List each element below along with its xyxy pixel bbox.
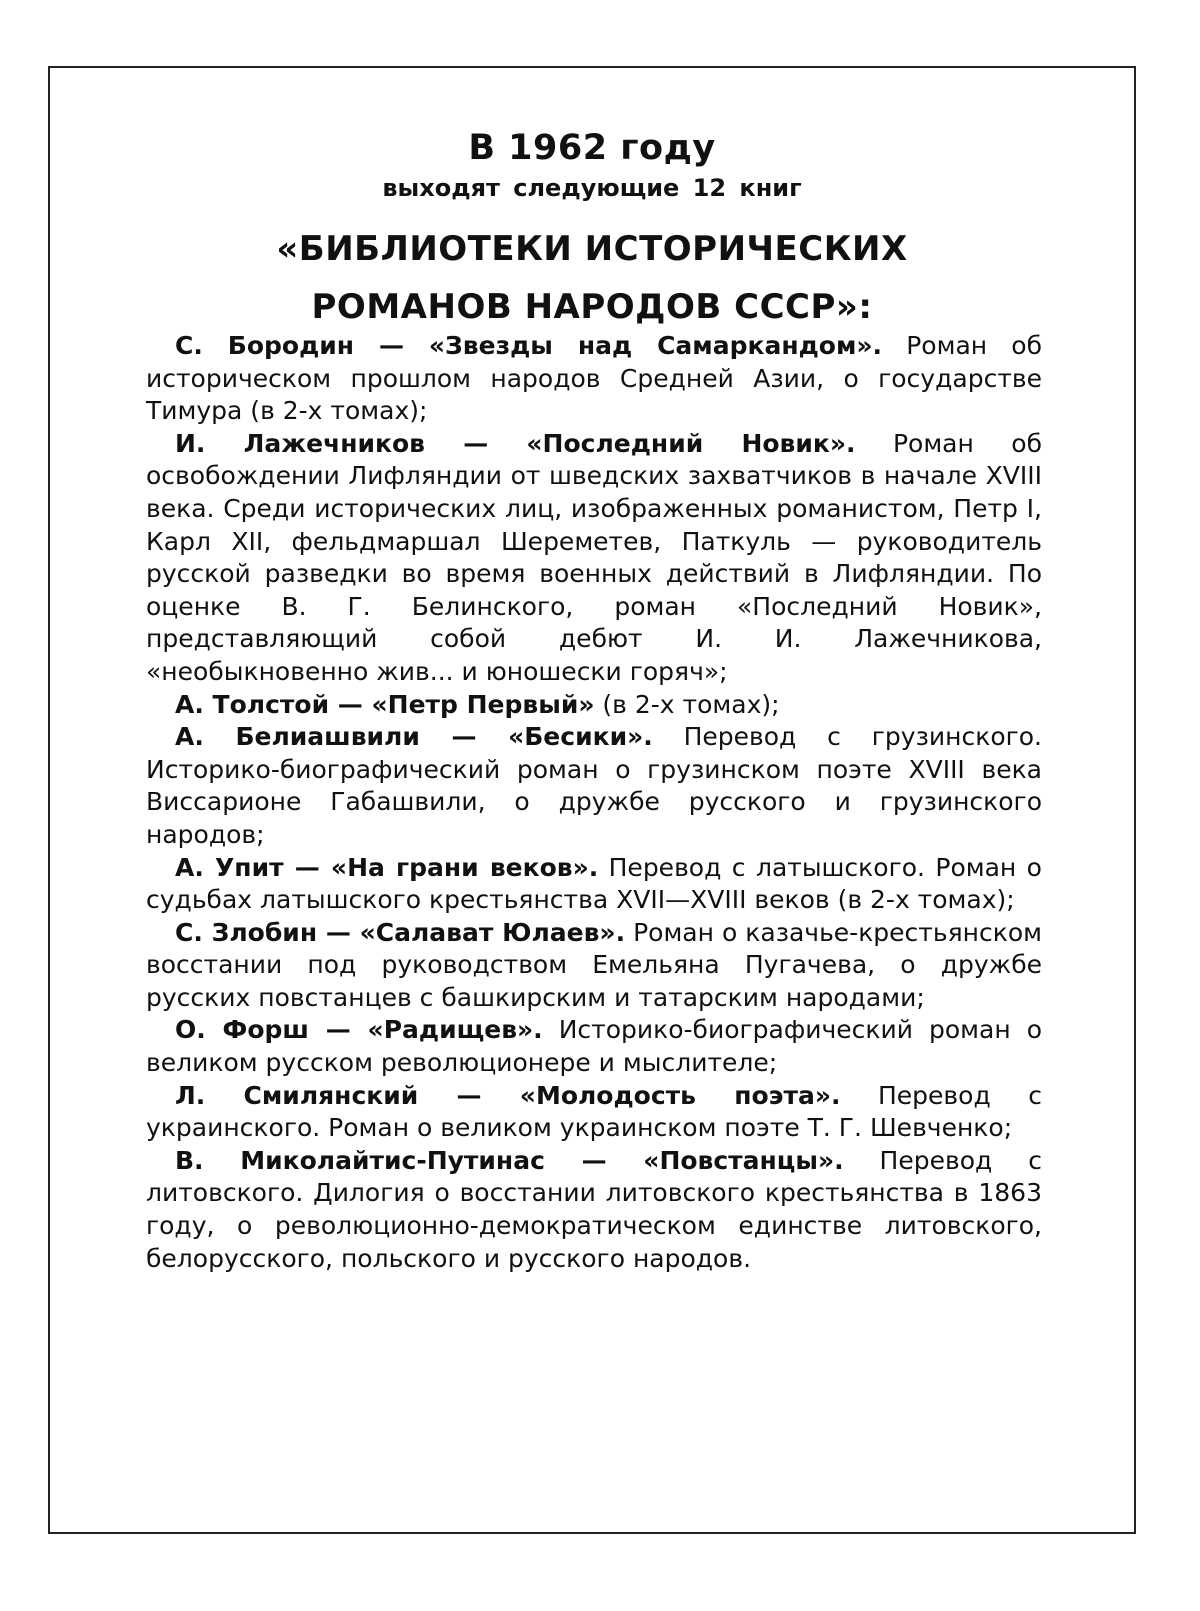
book-author-title: А. Белиашвили — «Бесики».	[175, 722, 653, 751]
book-author-title: А. Упит — «На грани веков».	[175, 853, 598, 882]
book-entry	[146, 1145, 1042, 1275]
book-entry	[146, 428, 1042, 689]
book-description: Перевод с грузинского. Историко-биографический роман о грузинском поэте XVIII века Виссарионе Габашвили, о дружбе русского и грузинского народов;	[146, 722, 1042, 849]
book-author-title: И. Лажечников — «Последний Новик».	[175, 429, 856, 458]
announcement-frame	[48, 66, 1136, 1534]
book-description: Историко-биографический роман о великом русском революционере и мыслителе;	[146, 1015, 1042, 1077]
book-description: Роман о казачье-крестьянском восстании под руководством Емельяна Пугачева, о дружбе русских повстанцев с башкирским и татарским народами;	[146, 918, 1042, 1012]
book-description: Перевод с украинского. Роман о великом украинском поэте Т. Г. Шевченко;	[146, 1081, 1042, 1143]
book-author-title: С. Злобин — «Салават Юлаев».	[175, 918, 625, 947]
book-entry	[146, 1014, 1042, 1079]
book-description: Перевод с латышского. Роман о судьбах латышского крестьянства XVII—XVIII веков (в 2-х томах);	[146, 853, 1042, 915]
book-description: Роман об освобождении Лифляндии от шведских захватчиков в начале XVIII века. Среди исторических лиц, изображенных романистом, Петр I, Карл XII, фельдмаршал Шереметев, Паткуль — руководитель русской разведки во время военных действий в Лифляндии. По оценке В. Г. Белинского, роман «Последний Новик», представляющий собой дебют И. И. Лажечникова, «необыкновенно жив... и юношески горяч»;	[146, 429, 1042, 686]
book-list	[146, 330, 1042, 1275]
series-title-line-2: РОМАНОВ НАРОДОВ СССР»:	[50, 278, 1134, 336]
book-entry	[146, 721, 1042, 851]
book-author-title: О. Форш — «Радищев».	[175, 1015, 543, 1044]
book-author-title: А. Толстой — «Петр Первый»	[175, 690, 594, 719]
book-description: (в 2-х томах);	[594, 690, 779, 719]
subtitle: выходят следующие 12 книг	[50, 174, 1134, 202]
series-title-line-1: «БИБЛИОТЕКИ ИСТОРИЧЕСКИХ	[50, 220, 1134, 278]
book-entry	[146, 1080, 1042, 1145]
series-title	[50, 220, 1134, 336]
book-entry	[146, 917, 1042, 1015]
book-entry	[146, 689, 1042, 722]
year-heading: В 1962 году	[50, 128, 1134, 168]
book-description: Роман об историческом прошлом народов Средней Азии, о государстве Тимура (в 2-х томах);	[146, 331, 1042, 425]
book-author-title: С. Бородин — «Звезды над Самаркандом».	[175, 331, 882, 360]
book-author-title: В. Миколайтис-Путинас — «Повстанцы».	[175, 1146, 844, 1175]
book-description: Перевод с литовского. Дилогия о восстании литовского крестьянства в 1863 году, о революционно-демократическом единстве литовского, белорусского, польского и русского народов.	[146, 1146, 1042, 1273]
book-entry	[146, 852, 1042, 917]
book-entry	[146, 330, 1042, 428]
book-author-title: Л. Смилянский — «Молодость поэта».	[175, 1081, 841, 1110]
